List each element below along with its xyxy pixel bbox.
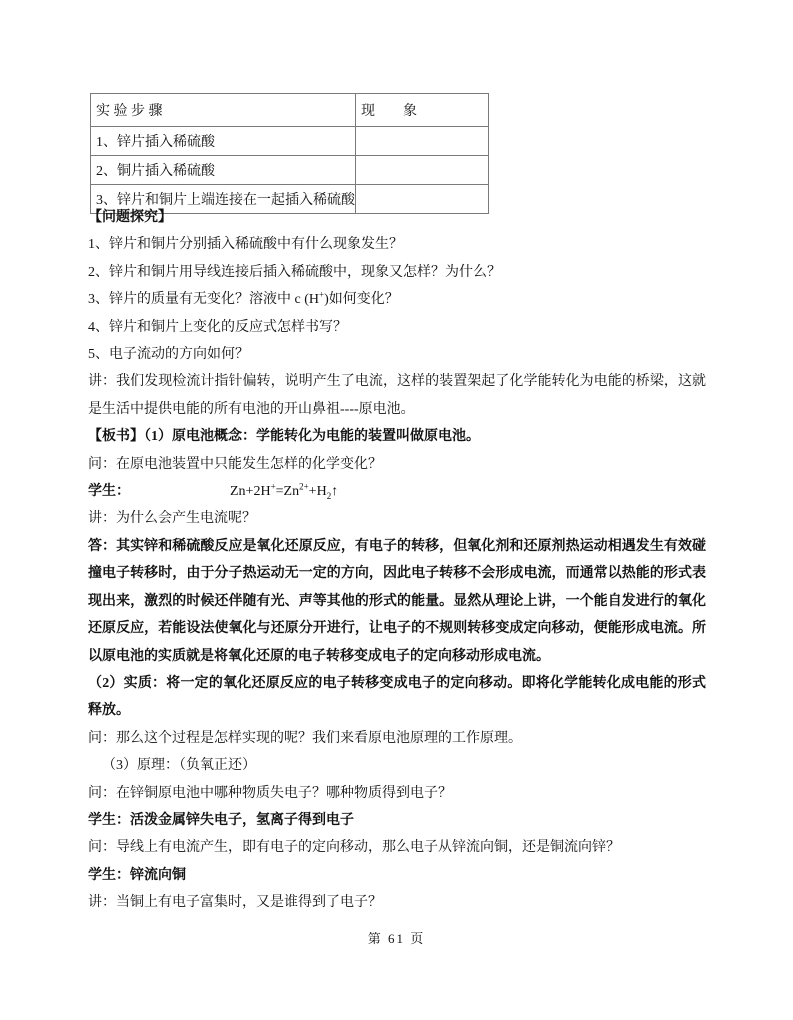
- experiment-table: [90, 93, 489, 214]
- equation-part: Zn+2H: [230, 484, 271, 500]
- ask-4: 问：导线上有电流产生，即有电子的定向移动，那么电子从锌流向铜，还是铜流向锌？: [88, 840, 620, 856]
- hydrogen-ion-superscript: +: [319, 289, 325, 300]
- question-1: 1、锌片和铜片分别插入稀硫酸中有什么现象发生？: [88, 237, 403, 253]
- student-answer-equation: [88, 478, 706, 505]
- header-observation: 现 象: [356, 94, 489, 127]
- observation-cell: [356, 156, 489, 185]
- table-row: [91, 156, 489, 185]
- student-answer-2: 学生：活泼金属锌失电子，氢离子得到电子: [88, 812, 354, 828]
- gas-arrow: ↑: [331, 484, 339, 500]
- page-number: 第 61 页: [367, 931, 426, 946]
- teacher-note-1: 讲：我们发现检流计指针偏转，说明产生了电流，这样的装置架起了化学能转化为电能的桥梁，这就是生活中提供电能的所有电池的开山鼻祖----原电池。: [88, 374, 706, 417]
- ask-2: 问：那么这个过程是怎样实现的呢？我们来看原电池原理的工作原理。: [88, 730, 522, 746]
- teacher-note-3: 讲：当铜上有电子富集时，又是谁得到了电子？: [88, 895, 382, 911]
- observation-cell: [356, 127, 489, 156]
- lesson-body: [88, 204, 706, 917]
- board-note-1: 【板书】（1）原电池概念：学能转化为电能的装置叫做原电池。: [88, 429, 480, 445]
- section-title: 【问题探究】: [88, 210, 172, 225]
- point-2-essence: （2）实质：将一定的氧化还原反应的电子转移变成电子的定向移动。即将化学能转化成电能的形式释放。: [88, 675, 706, 719]
- equation-part: =Zn: [275, 484, 300, 500]
- step-cell: 2、铜片插入稀硫酸: [91, 156, 356, 185]
- header-steps: 实 验 步 骤: [91, 94, 356, 127]
- table-row: [91, 127, 489, 156]
- equation-part: +H: [308, 484, 327, 500]
- teacher-note-2: 讲：为什么会产生电流呢？: [88, 511, 256, 527]
- answer-paragraph: 答：其实锌和稀硫酸反应是氧化还原反应，有电子的转移，但氧化剂和还原剂热运动相遇发生有效碰撞电子转移时，由于分子热运动无一定的方向，因此电子转移不会形成电流，而通常以热能的形式表现出来，激烈的时候还伴随有光、声等其他的形式的能量。显然从理论上讲，一个能自发进行的氧化还原反应，若能设法使氧化与还原分开进行，让电子的不规则转移变成定向移动，便能形成电流。所以原电池的实质就是将氧化还原的电子转移变成电子的定向移动形成电流。: [88, 538, 706, 664]
- question-2: 2、锌片和铜片用导线连接后插入稀硫酸中，现象又怎样？为什么？: [88, 264, 501, 280]
- table-header-row: [91, 94, 489, 127]
- ask-1: 问：在原电池装置中只能发生怎样的化学变化？: [88, 456, 382, 472]
- point-3-principle: （3）原理：（负氧正还）: [102, 758, 256, 774]
- chemical-equation: [230, 481, 339, 501]
- ask-3: 问：在锌铜原电池中哪种物质失电子？哪种物质得到电子？: [88, 785, 452, 801]
- student-label: 学生：: [88, 484, 130, 500]
- question-4: 4、锌片和铜片上变化的反应式怎样书写？: [88, 319, 347, 335]
- equation-superscript: +: [270, 481, 276, 492]
- equation-superscript: 2+: [299, 481, 309, 492]
- question-3: [88, 286, 706, 313]
- question-3-post: )如何变化？: [324, 292, 399, 308]
- step-cell: 1、锌片插入稀硫酸: [91, 127, 356, 156]
- step-cell: 3、锌片和铜片上端连接在一起插入稀硫酸: [91, 185, 356, 214]
- student-answer-3: 学生：锌流向铜: [88, 867, 186, 883]
- question-5: 5、电子流动的方向如何？: [88, 347, 249, 363]
- equation-subscript: 2: [326, 490, 332, 501]
- question-3-pre: 3、锌片的质量有无变化？溶液中 c (H: [88, 292, 319, 308]
